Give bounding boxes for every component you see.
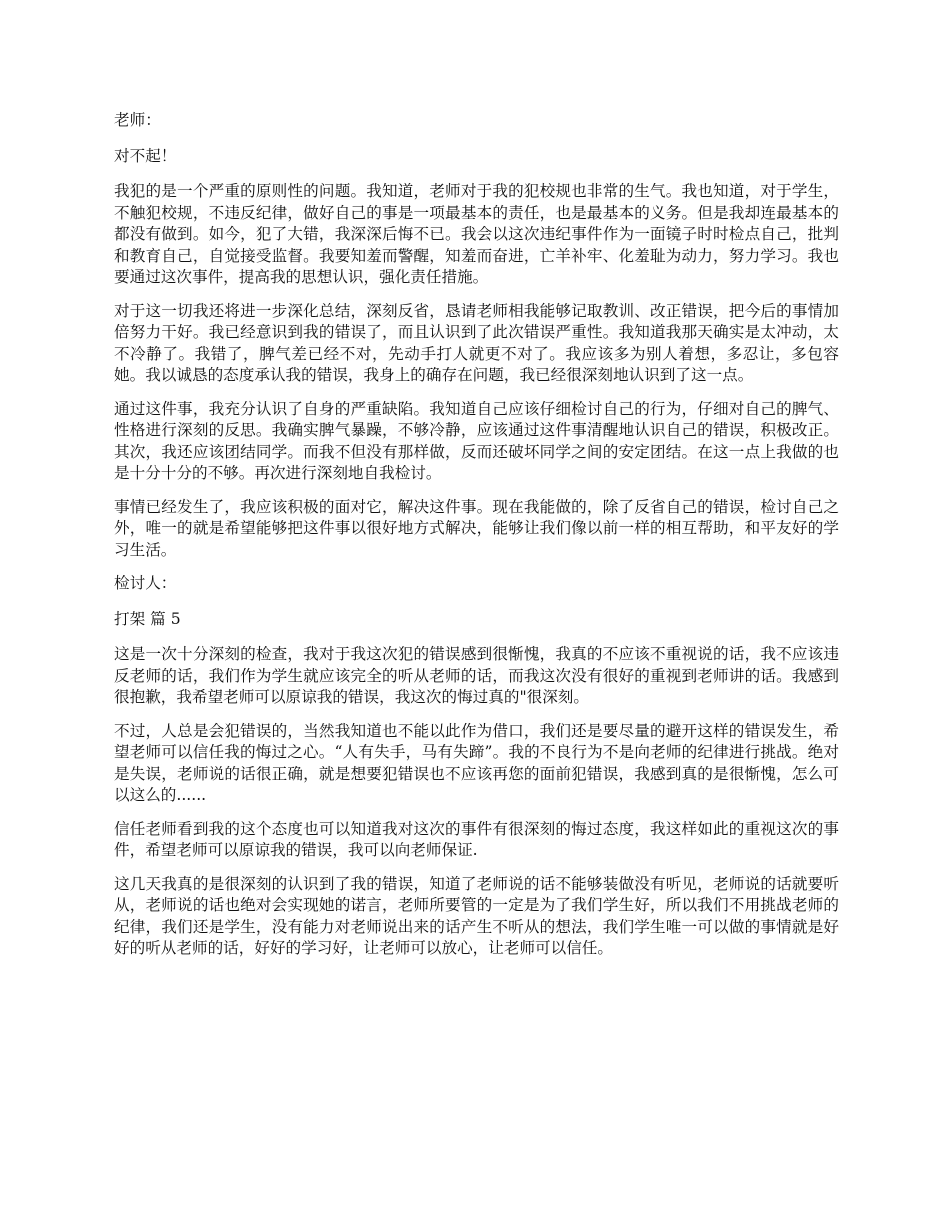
paragraph: 事情已经发生了，我应该积极的面对它，解决这件事。现在我能做的，除了反省自己的错误，检讨自己之外，唯一的就是希望能够把这件事以很好地方式解决，能够让我们像以前一样的相互帮助，和平友好的学习生活。 — [114, 497, 839, 559]
paragraph: 对于这一切我还将进一步深化总结，深刻反省，恳请老师相我能够记取教训、改正错误，把今后的事情加倍努力干好。我已经意识到我的错误了，而且认识到了此次错误严重性。我知道我那天确实是太冲动，太不冷静了。我错了，脾气差已经不对，先动手打人就更不对了。我应该多为别人着想，多忍让，多包容她。我以诚恳的态度承认我的错误，我身上的确存在问题，我已经很深刻地认识到了这一点。 — [114, 301, 839, 384]
paragraph: 通过这件事，我充分认识了自身的严重缺陷。我知道自己应该仔细检讨自己的行为，仔细对自己的脾气、性格进行深刻的反思。我确实脾气暴躁，不够冷静，应该通过这件事清醒地认识自己的错误，积极改正。其次，我还应该团结同学。而我不但没有那样做，反而还破坏同学之间的安定团结。在这一点上我做的也是十分十分的不够。再次进行深刻地自我检讨。 — [114, 399, 839, 482]
paragraph: 信任老师看到我的这个态度也可以知道我对这次的事件有很深刻的悔过态度，我这样如此的重视这次的事件，希望老师可以原谅我的错误，我可以向老师保证. — [114, 819, 839, 859]
paragraph: 这是一次十分深刻的检查，我对于我这次犯的错误感到很惭愧，我真的不应该不重视说的话，我不应该违反老师的话，我们作为学生就应该完全的听从老师的话，而我这次没有很好的重视到老师讲的话。我感到很抱歉，我希望老师可以原谅我的错误，我这次的悔过真的"很深刻。 — [114, 645, 839, 706]
signature-line: 检讨人： — [114, 574, 177, 592]
paragraph: 这几天我真的是很深刻的认识到了我的错误，知道了老师说的话不能够装做没有听见，老师说的话就要听从，老师说的话也绝对会实现她的诺言，老师所要管的一定是为了我们学生好，所以我们不用挑战老师的纪律，我们还是学生，没有能力对老师说出来的话产生不听从的想法，我们学生唯一可以做的事情就是好好的听从老师的话，好好的学习好，让老师可以放心，让老师可以信任。 — [114, 874, 839, 957]
paragraph: 不过，人总是会犯错误的，当然我知道也不能以此作为借口，我们还是要尽量的避开这样的错误发生，希望老师可以信任我的悔过之心。“人有失手，马有失蹄”。我的不良行为不是向老师的纪律进行挑战。绝对是失误，老师说的话很正确，就是想要犯错误也不应该再您的面前犯错误，我感到真的是很惭愧，怎么可以这么的...... — [114, 721, 839, 804]
apology-line: 对不起！ — [114, 146, 177, 165]
salutation: 老师： — [114, 111, 161, 129]
section-heading: 打架 篇 5 — [114, 609, 181, 628]
paragraph: 我犯的是一个严重的原则性的问题。我知道，老师对于我的犯校规也非常的生气。我也知道，对于学生，不触犯校规，不违反纪律，做好自己的事是一项最基本的责任，也是最基本的义务。但是我却连最基本的都没有做到。如今，犯了大错，我深深后悔不已。我会以这次违纪事件作为一面镜子时时检点自己，批判和教育自己，自觉接受监督。我要知羞而警醒，知羞而奋进，亡羊补牢、化羞耻为动力，努力学习。我也要通过这次事件，提高我的思想认识，强化责任措施。 — [114, 182, 839, 286]
document-body — [114, 110, 839, 972]
